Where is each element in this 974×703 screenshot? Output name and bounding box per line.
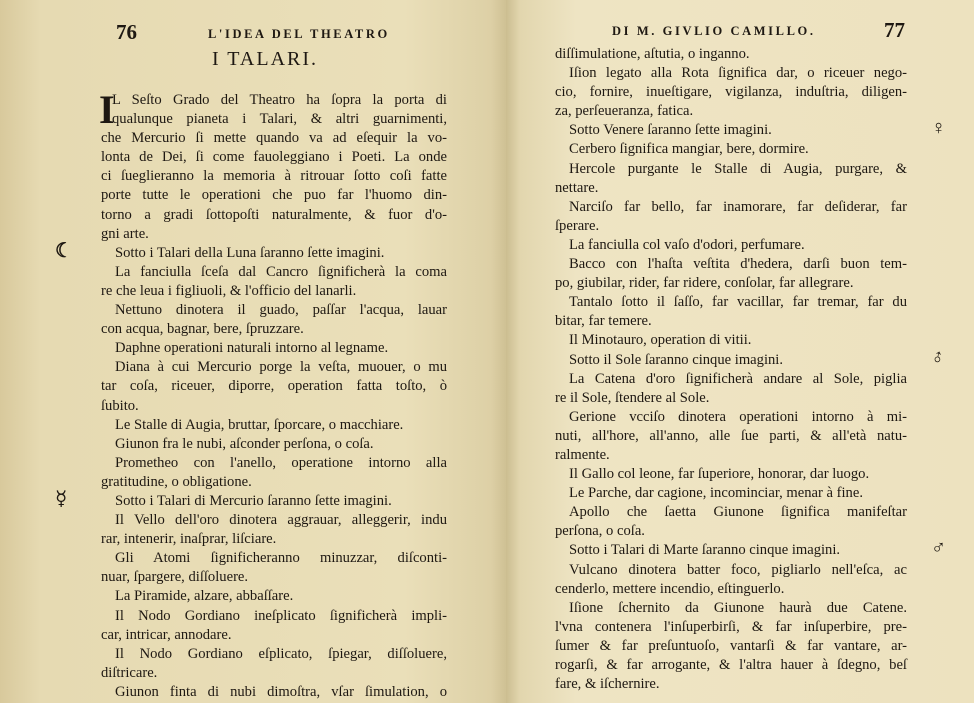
chapter-title: I TALARI. bbox=[212, 48, 319, 70]
text-line: nuti, all'hore, all'anno, alle ſue parti, & all'età natu- bbox=[555, 427, 907, 444]
text-line: Giunon fra le nubi, aſconder perſona, o coſa. bbox=[115, 435, 374, 452]
text-line: Vulcano dinotera batter foco, pigliarlo nell'eſca, ac bbox=[569, 561, 907, 578]
text-line: Diana à cui Mercurio porge la veſta, muouer, o mu bbox=[115, 359, 447, 376]
text-line: Il Gallo col leone, far ſuperiore, honorar, dar luogo. bbox=[569, 466, 870, 483]
text-line: La fanciulla col vaſo d'odori, perfumare. bbox=[569, 236, 805, 253]
text-line: Gli Atomi ſignificheranno minuzzar, diſconti- bbox=[115, 550, 447, 567]
paragraph bbox=[101, 607, 447, 645]
paragraph bbox=[555, 293, 907, 331]
text-line: con acqua, bagnar, bere, ſpruzzare. bbox=[101, 321, 304, 338]
right-page-text bbox=[555, 45, 951, 694]
paragraph bbox=[555, 45, 907, 64]
paragraph bbox=[555, 465, 907, 484]
text-line: diſſimulatione, aſtutia, o inganno. bbox=[555, 46, 750, 62]
text-line: Sotto i Talari di Marte ſaranno cinque imagini. bbox=[569, 542, 841, 559]
drop-cap: I bbox=[99, 87, 115, 132]
text-line: cenderlo, mettere incendio, eſtinguerlo. bbox=[555, 580, 785, 597]
text-line: ci ſueglieranno la memoria à ritrouar ſotto coſi fatte bbox=[101, 168, 447, 185]
text-line: Hercole purgante le Stalle di Augia, purgare, & bbox=[569, 160, 907, 177]
text-line: Sotto il Sole ſaranno cinque imagini. bbox=[569, 351, 784, 368]
paragraph bbox=[555, 561, 907, 599]
text-line: Le Parche, dar cagione, incominciar, menar à fine. bbox=[569, 485, 863, 502]
text-line: La fanciulla ſceſa dal Cancro ſignificherà la coma bbox=[115, 263, 447, 280]
text-line: Il Nodo Gordiano ineſplicato ſignificherà impli- bbox=[115, 607, 447, 624]
paragraph bbox=[555, 344, 951, 371]
text-line: Narciſo far bello, far inamorare, far deſiderar, far bbox=[569, 198, 907, 215]
paragraph bbox=[101, 549, 447, 587]
text-line: re che leua i figliuoli, & l'officio del lanarli. bbox=[101, 282, 357, 299]
text-line: Gerione vcciſo dinotera operationi intorno à mi- bbox=[569, 408, 907, 425]
text-line: car, intricar, annodare. bbox=[101, 626, 232, 643]
text-line: rar, intenerir, inaſprar, liſciare. bbox=[101, 531, 277, 548]
text-line: Daphne operationi naturali intorno al legname. bbox=[115, 340, 389, 357]
paragraph bbox=[101, 683, 447, 702]
text-line: Il Minotauro, operation di vitii. bbox=[569, 332, 752, 349]
text-line: l'vna contenera l'inſuperbirſi, & far inſuperbire, pre- bbox=[555, 618, 907, 635]
venus-symbol-icon: ♀ bbox=[931, 117, 946, 140]
text-line: bitar, far temere. bbox=[555, 313, 652, 330]
paragraph bbox=[555, 198, 907, 236]
paragraph bbox=[555, 503, 907, 541]
text-line: ſperare. bbox=[555, 217, 600, 234]
text-line: Apollo che ſaetta Giunone ſignifica manifeſtar bbox=[569, 504, 907, 521]
text-line: tar coſa, riceuer, diporre, operation fatta toſto, ò bbox=[101, 378, 447, 395]
paragraph bbox=[101, 587, 447, 606]
text-line: La Catena d'oro ſignificherà andare al Sole, piglia bbox=[569, 370, 907, 387]
text-line: nettare. bbox=[555, 179, 599, 196]
text-line: ſumer & far preſuntuoſo, vantarſi & far vantare, ar- bbox=[555, 637, 907, 654]
paragraph bbox=[555, 599, 907, 694]
text-line: lonta de Dei, ſi come fauoleggiano i Poeti. La onde bbox=[101, 149, 447, 166]
text-line: za, perſeueranza, fatica. bbox=[555, 103, 694, 120]
text-line: cio, fornire, inueſtigare, vigilanza, induſtria, diligen- bbox=[555, 84, 907, 101]
paragraph bbox=[555, 255, 907, 293]
mars-symbol-icon: ♂ bbox=[931, 537, 946, 560]
paragraph bbox=[555, 140, 907, 159]
text-line: che Mercurio ſi mette quando va ad eſequir la vo- bbox=[101, 130, 447, 147]
page-number: 76 bbox=[116, 20, 137, 44]
text-line: torno a gradi ſottopoſti naturalmente, & fuor d'o- bbox=[101, 206, 447, 223]
page-number: 77 bbox=[884, 18, 905, 42]
sun-symbol-icon: ♂ bbox=[926, 344, 951, 371]
text-line: re il Sole, ſtendere al Sole. bbox=[555, 389, 710, 406]
text-line: ralmente. bbox=[555, 446, 610, 463]
text-line: gni arte. bbox=[101, 225, 149, 242]
paragraph bbox=[555, 370, 907, 408]
text-line: Prometheo con l'anello, operatione intorno alla bbox=[115, 454, 447, 471]
paragraph bbox=[55, 239, 447, 263]
paragraph bbox=[55, 487, 447, 511]
text-line: Le Stalle di Augia, bruttar, ſporcare, o macchiare. bbox=[115, 416, 404, 433]
left-page-text bbox=[55, 87, 447, 702]
right-page bbox=[506, 0, 974, 703]
text-line: Giunon finta di nubi dimoſtra, vſar ſimulation, o bbox=[115, 683, 447, 700]
paragraph bbox=[101, 339, 447, 358]
paragraph bbox=[555, 236, 907, 255]
text-line: Sotto Venere ſaranno ſette imagini. bbox=[569, 122, 772, 139]
paragraph bbox=[555, 117, 946, 140]
text-line: Iſion legato alla Rota ſignifica dar, o riceuer nego- bbox=[569, 65, 907, 82]
paragraph bbox=[555, 537, 946, 560]
running-head: DI M. GIVLIO CAMILLO. bbox=[612, 24, 816, 38]
paragraph bbox=[101, 435, 447, 454]
text-line: ſubito. bbox=[101, 397, 139, 414]
mercury-symbol-icon: ☿ bbox=[55, 487, 68, 510]
text-line: nuar, ſpargere, diſſoluere. bbox=[101, 569, 249, 586]
paragraph bbox=[555, 160, 907, 198]
text-line: Sotto i Talari della Luna ſaranno ſette imagini. bbox=[115, 244, 385, 261]
paragraph bbox=[101, 416, 447, 435]
paragraph bbox=[101, 511, 447, 549]
text-line: La Piramide, alzare, abbaſſare. bbox=[115, 588, 294, 605]
text-line: diſtricare. bbox=[101, 664, 158, 681]
text-line: gratitudine, o obligatione. bbox=[101, 473, 252, 490]
text-line: Bacco con l'haſta veſtita d'hedera, darſi buon tem- bbox=[569, 256, 907, 273]
text-line: fare, & iſchernire. bbox=[555, 676, 660, 693]
paragraph bbox=[99, 87, 447, 244]
paragraph bbox=[101, 358, 447, 415]
paragraph bbox=[555, 331, 907, 350]
paragraph bbox=[101, 301, 447, 339]
paragraph bbox=[555, 64, 907, 121]
paragraph bbox=[555, 484, 907, 503]
text-line: porte tutte le operationi che puo far l'huomo din- bbox=[101, 187, 447, 204]
text-line: Tantalo ſotto il ſaſſo, far vacillar, far tremar, far du bbox=[569, 294, 907, 311]
text-line: qualunque pianeta i Talari, & altri guarnimenti, bbox=[112, 111, 447, 128]
text-line: Iſione ſchernito da Giunone haurà due Catene. bbox=[569, 599, 907, 616]
paragraph bbox=[101, 263, 447, 301]
paragraph bbox=[101, 645, 447, 683]
paragraph bbox=[101, 454, 447, 492]
paragraph bbox=[555, 408, 907, 465]
text-line: Il Nodo Gordiano eſplicato, ſpiegar, diſſoluere, bbox=[115, 645, 447, 662]
text-line: L Seſto Grado del Theatro ha ſopra la porta di bbox=[112, 92, 447, 108]
text-line: Cerbero ſignifica mangiar, bere, dormire. bbox=[569, 141, 809, 158]
moon-symbol-icon: ☾ bbox=[55, 239, 73, 262]
running-head: L'IDEA DEL THEATRO bbox=[208, 27, 390, 41]
text-line: perſona, o coſa. bbox=[555, 523, 645, 540]
text-line: rogarſi, & far arrogante, & l'altra hauer à ſdegno, beſ bbox=[555, 657, 907, 673]
text-line: Nettuno dinotera il guado, paſſar l'acqua, lauar bbox=[115, 302, 447, 319]
text-line: po, giubilar, rider, far ridere, conſolar, far allegrare. bbox=[555, 275, 854, 292]
text-line: Sotto i Talari di Mercurio ſaranno ſette imagini. bbox=[115, 492, 392, 509]
text-line: Il Vello dell'oro dinotera aggrauar, alleggerir, indu bbox=[115, 512, 447, 529]
